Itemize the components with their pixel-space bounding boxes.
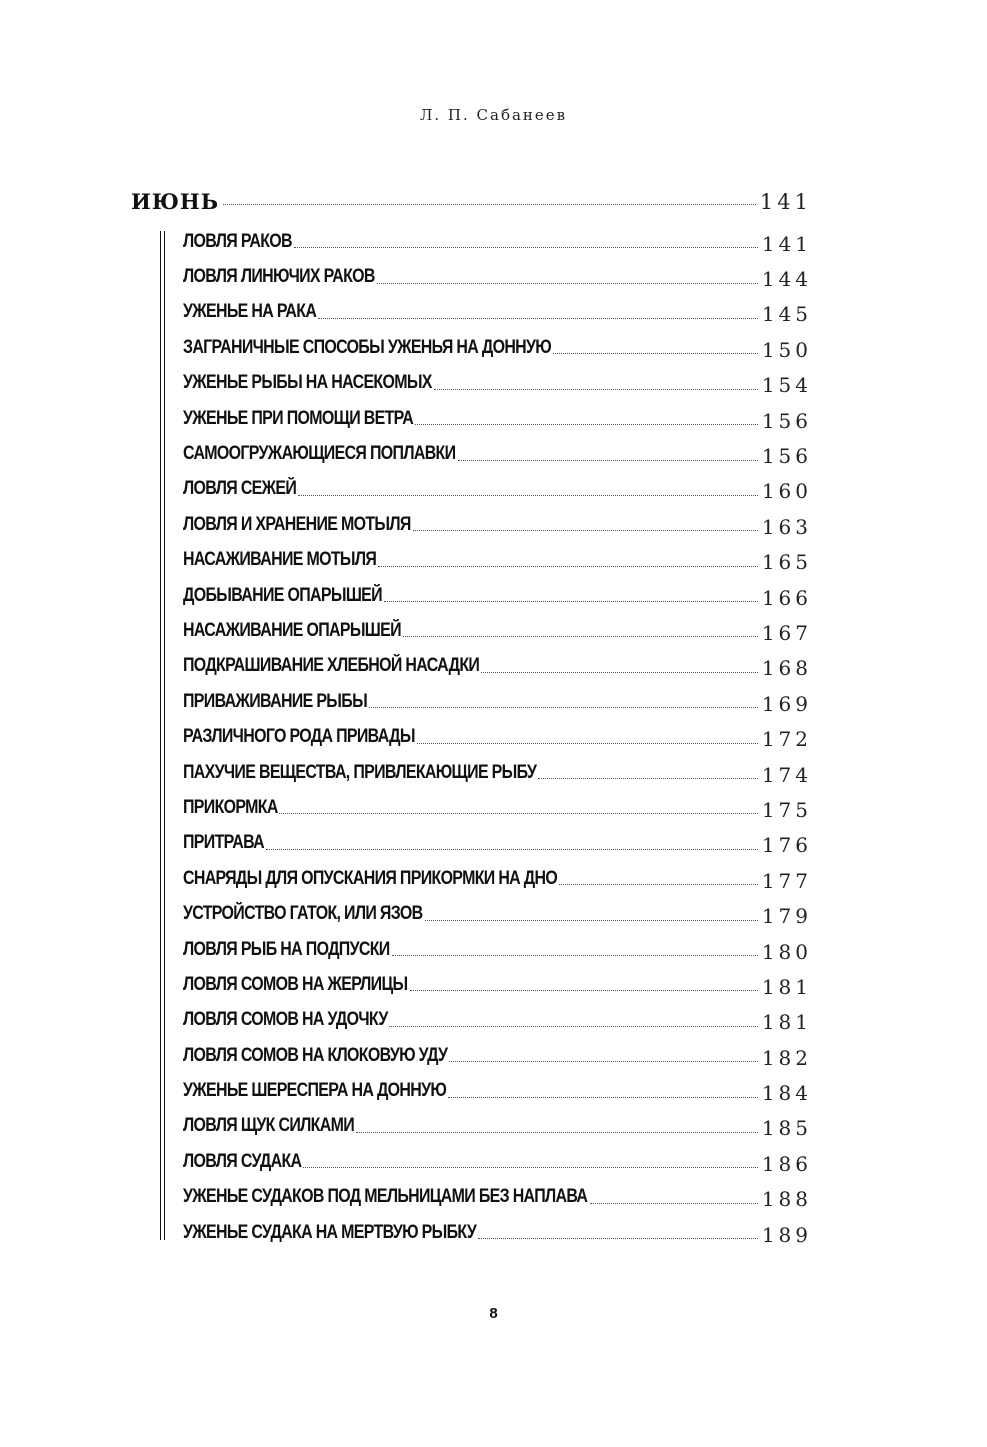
toc-entry-title: РАЗЛИЧНОГО РОДА ПРИВАДЫ xyxy=(183,726,415,748)
toc-entry[interactable] xyxy=(183,472,812,507)
dot-leader xyxy=(413,530,758,531)
dot-leader xyxy=(481,672,758,673)
toc-entry-page: 176 xyxy=(761,833,812,858)
toc-entry-title: ПРИТРАВА xyxy=(183,832,264,854)
toc-entry-title: ПРИКОРМКА xyxy=(183,796,278,818)
toc-entry[interactable] xyxy=(183,1073,812,1108)
dot-leader xyxy=(223,204,756,205)
toc-entry-page: 144 xyxy=(761,267,812,292)
dot-leader xyxy=(318,318,758,319)
toc-entry-title: ПОДКРАШИВАНИЕ ХЛЕБНОЙ НАСАДКИ xyxy=(183,655,480,677)
toc-entry-page: 177 xyxy=(761,868,812,893)
dot-leader xyxy=(392,955,758,956)
toc-section-heading[interactable] xyxy=(131,189,812,219)
toc-entry[interactable] xyxy=(183,1215,812,1250)
toc-entry-title: ЛОВЛЯ ЛИНЮЧИХ РАКОВ xyxy=(183,266,375,288)
dot-leader xyxy=(415,424,758,425)
toc-entry-title: УЖЕНЬЕ НА РАКА xyxy=(183,301,317,323)
toc-entry-title: УЖЕНЬЕ РЫБЫ НА НАСЕКОМЫХ xyxy=(183,372,432,394)
toc-entry[interactable] xyxy=(183,259,812,294)
dot-leader xyxy=(590,1203,758,1204)
toc-entry-page: 168 xyxy=(761,656,812,681)
toc-entry-page: 189 xyxy=(761,1222,812,1247)
dot-leader xyxy=(553,353,758,354)
toc-entry-page: 180 xyxy=(761,939,812,964)
dot-leader xyxy=(448,1097,757,1098)
dot-leader xyxy=(449,1061,758,1062)
toc-entry[interactable] xyxy=(183,790,812,825)
toc-entry-page: 154 xyxy=(761,373,812,398)
toc-entry[interactable] xyxy=(183,1038,812,1073)
toc-entry-page: 188 xyxy=(761,1187,812,1212)
dot-leader xyxy=(538,778,758,779)
toc-entry-page: 179 xyxy=(761,904,812,929)
toc-entry-page: 145 xyxy=(761,302,812,327)
toc-entry-title: ЛОВЛЯ СОМОВ НА КЛОКОВУЮ УДУ xyxy=(183,1044,448,1066)
toc-entry[interactable] xyxy=(183,224,812,259)
toc-entry-page: 181 xyxy=(761,1010,812,1035)
toc-entry[interactable] xyxy=(183,543,812,578)
dot-leader xyxy=(559,884,757,885)
toc-entry[interactable] xyxy=(183,649,812,684)
toc-entry-title: ЛОВЛЯ ЩУК СИЛКАМИ xyxy=(183,1115,355,1137)
running-head: Л. П. Сабанеев xyxy=(419,106,568,124)
toc-entry-title: НАСАЖИВАНИЕ ОПАРЫШЕЙ xyxy=(183,619,401,641)
toc-entry-page: 174 xyxy=(761,762,812,787)
page-number-folio: 8 xyxy=(489,1305,498,1322)
toc-entry-title: УСТРОЙСТВО ГАТОК, ИЛИ ЯЗОВ xyxy=(183,903,423,925)
dot-leader xyxy=(425,920,758,921)
dot-leader xyxy=(356,1132,758,1133)
toc-entry[interactable] xyxy=(183,755,812,790)
toc-entry[interactable] xyxy=(183,507,812,542)
dot-leader xyxy=(369,707,758,708)
toc-entry-page: 141 xyxy=(761,231,812,256)
section-page-number: 141 xyxy=(759,190,812,214)
toc-list xyxy=(183,224,812,1250)
toc-entry-page: 181 xyxy=(761,974,812,999)
dot-leader xyxy=(279,813,757,814)
toc-entry-page: 167 xyxy=(761,620,812,645)
toc-entry[interactable] xyxy=(183,967,812,1002)
toc-entry[interactable] xyxy=(183,826,812,861)
toc-entry[interactable] xyxy=(183,896,812,931)
toc-entry[interactable] xyxy=(183,366,812,401)
toc-entry-page: 150 xyxy=(761,337,812,362)
toc-entry-title: ЛОВЛЯ РЫБ НА ПОДПУСКИ xyxy=(183,938,390,960)
toc-entry-page: 185 xyxy=(761,1116,812,1141)
toc-entry-title: УЖЕНЬЕ СУДАКА НА МЕРТВУЮ РЫБКУ xyxy=(183,1221,477,1243)
toc-entry[interactable] xyxy=(183,684,812,719)
toc-entry[interactable] xyxy=(183,719,812,754)
toc-entry-title: САМООГРУЖАЮЩИЕСЯ ПОПЛАВКИ xyxy=(183,443,456,465)
toc-entry-title: ПАХУЧИЕ ВЕЩЕСТВА, ПРИВЛЕКАЮЩИЕ РЫБУ xyxy=(183,761,537,783)
dot-leader xyxy=(294,247,758,248)
dot-leader xyxy=(389,1026,758,1027)
toc-entry-title: ЛОВЛЯ РАКОВ xyxy=(183,230,292,252)
dot-leader xyxy=(434,389,758,390)
toc-entry[interactable] xyxy=(183,1180,812,1215)
toc-entry-title: ЛОВЛЯ СУДАКА xyxy=(183,1150,302,1172)
toc-entry-page: 169 xyxy=(761,691,812,716)
toc-entry-title: НАСАЖИВАНИЕ МОТЫЛЯ xyxy=(183,549,377,571)
toc-entry[interactable] xyxy=(183,1109,812,1144)
toc-entry-title: ЗАГРАНИЧНЫЕ СПОСОБЫ УЖЕНЬЯ НА ДОННУЮ xyxy=(183,336,552,358)
toc-entry-title: УЖЕНЬЕ ПРИ ПОМОЩИ ВЕТРА xyxy=(183,407,414,429)
dot-leader xyxy=(458,460,758,461)
toc-entry[interactable] xyxy=(183,330,812,365)
toc-entry-page: 186 xyxy=(761,1151,812,1176)
toc-entry-title: ПРИВАЖИВАНИЕ РЫБЫ xyxy=(183,690,368,712)
toc-entry-page: 166 xyxy=(761,585,812,610)
toc-entry-title: УЖЕНЬЕ СУДАКОВ ПОД МЕЛЬНИЦАМИ БЕЗ НАПЛАВА xyxy=(183,1186,588,1208)
toc-entry-title: УЖЕНЬЕ ШЕРЕСПЕРА НА ДОННУЮ xyxy=(183,1080,447,1102)
toc-entry[interactable] xyxy=(183,1003,812,1038)
toc-entry[interactable] xyxy=(183,401,812,436)
toc-entry-page: 184 xyxy=(761,1081,812,1106)
toc-entry-page: 182 xyxy=(761,1045,812,1070)
toc-entry-page: 175 xyxy=(761,797,812,822)
dot-leader xyxy=(377,283,758,284)
toc-entry-title: ДОБЫВАНИЕ ОПАРЫШЕЙ xyxy=(183,584,382,606)
toc-entry-title: ЛОВЛЯ И ХРАНЕНИЕ МОТЫЛЯ xyxy=(183,513,411,535)
dot-leader xyxy=(384,601,758,602)
toc-entry[interactable] xyxy=(183,1144,812,1179)
dot-leader xyxy=(403,636,757,637)
dot-leader xyxy=(298,495,758,496)
dot-leader xyxy=(266,849,757,850)
toc-entry[interactable] xyxy=(183,578,812,613)
toc-entry-title: ЛОВЛЯ СОМОВ НА ЖЕРЛИЦЫ xyxy=(183,973,408,995)
dot-leader xyxy=(303,1167,757,1168)
toc-entry-page: 172 xyxy=(761,727,812,752)
dot-leader xyxy=(410,990,758,991)
toc-entry[interactable] xyxy=(183,932,812,967)
toc-entry-page: 165 xyxy=(761,550,812,575)
double-vertical-rule xyxy=(160,231,165,1240)
dot-leader xyxy=(378,566,758,567)
toc-entry-title: ЛОВЛЯ СОМОВ НА УДОЧКУ xyxy=(183,1009,388,1031)
toc-entry-title: ЛОВЛЯ СЕЖЕЙ xyxy=(183,478,297,500)
toc-entry[interactable] xyxy=(183,861,812,896)
section-title: ИЮНЬ xyxy=(131,189,220,214)
toc-entry-title: СНАРЯДЫ ДЛЯ ОПУСКАНИЯ ПРИКОРМКИ НА ДНО xyxy=(183,867,558,889)
toc-entry-page: 160 xyxy=(761,479,812,504)
toc-entry-page: 156 xyxy=(761,444,812,469)
dot-leader xyxy=(478,1238,758,1239)
toc-entry-page: 156 xyxy=(761,408,812,433)
dot-leader xyxy=(417,743,758,744)
toc-entry[interactable] xyxy=(183,295,812,330)
toc-entry[interactable] xyxy=(183,436,812,471)
toc-entry-page: 163 xyxy=(761,514,812,539)
toc-entry[interactable] xyxy=(183,613,812,648)
